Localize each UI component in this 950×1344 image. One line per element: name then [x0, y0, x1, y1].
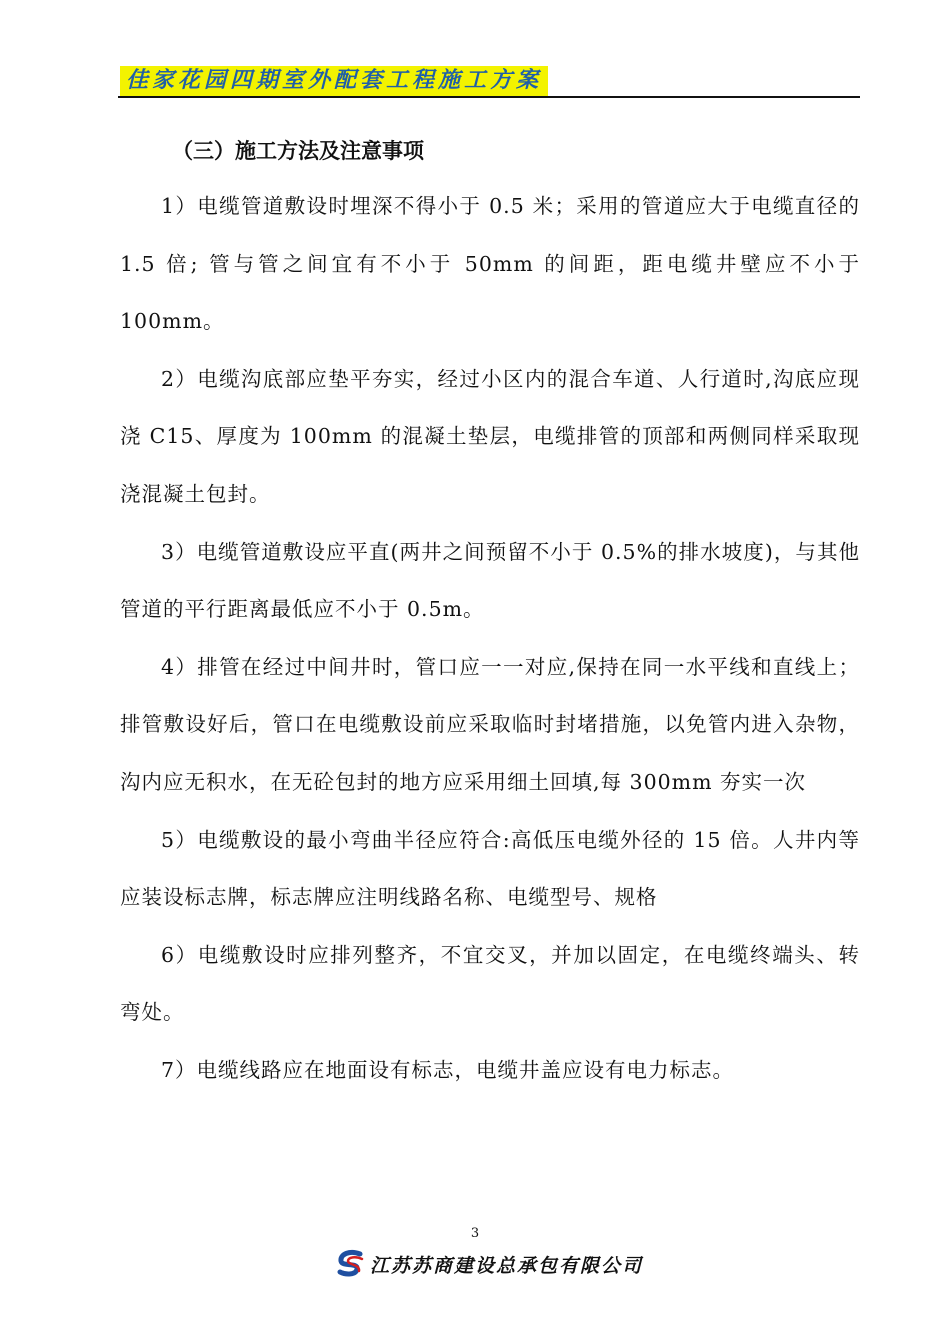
company-logo-icon	[336, 1249, 366, 1279]
header-divider	[118, 96, 860, 98]
section-heading: （三）施工方法及注意事项	[172, 139, 424, 163]
paragraph-4: 4）排管在经过中间井时，管口应一一对应,保持在同一水平线和直线上；排管敷设好后，管口在电缆敷设前应采取临时封堵措施，以免管内进入杂物，沟内应无积水，在无砼包封的地方应采用细土回填,每 300mm 夯实一次	[120, 654, 860, 794]
paragraph-7: 7）电缆线路应在地面设有标志，电缆井盖应设有电力标志。	[161, 1057, 735, 1082]
paragraph-6: 6）电缆敷设时应排列整齐，不宜交叉，并加以固定，在电缆终端头、转弯处。	[120, 942, 860, 1025]
paragraph-2: 2）电缆沟底部应垫平夯实，经过小区内的混合车道、人行道时,沟底应现浇 C15、厚度为 100mm 的混凝土垫层，电缆排管的顶部和两侧同样采取现浇混凝土包封。	[120, 366, 860, 506]
paragraph-1: 1）电缆管道敷设时埋深不得小于 0.5 米；采用的管道应大于电缆直径的 1.5 倍; 管与管之间宜有不小于 50mm 的间距，距电缆井壁应不小于 100mm。	[120, 194, 860, 334]
paragraph-3: 3）电缆管道敷设应平直(两井之间预留不小于 0.5%的排水坡度)，与其他管道的平行距离最低应不小于 0.5m。	[120, 539, 860, 622]
document-header-title: 佳家花园四期室外配套工程施工方案	[120, 66, 548, 96]
document-body	[120, 178, 860, 1100]
page-number: 3	[470, 1226, 480, 1241]
paragraph-5: 5）电缆敷设的最小弯曲半径应符合:高低压电缆外径的 15 倍。人井内等应装设标志牌，标志牌应注明线路名称、电缆型号、规格	[120, 827, 860, 910]
footer-company-name: 江苏苏商建设总承包有限公司	[370, 1254, 644, 1277]
page-footer	[336, 1246, 643, 1282]
